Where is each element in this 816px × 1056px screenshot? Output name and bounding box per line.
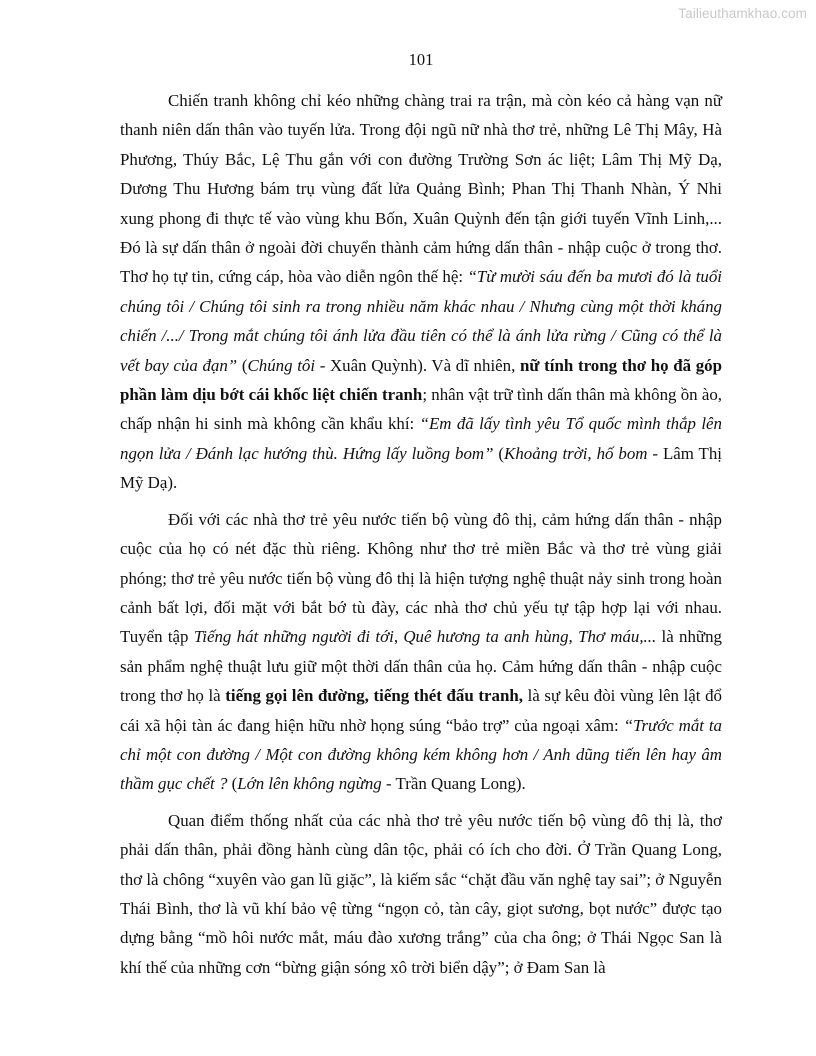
text-run: là những sản phẩm nghệ thuật lưu giữ một thời dấn thân của họ. Cảm hứng dấn thân - nhập cuộc trong thơ họ là (120, 627, 722, 706)
emphasis-text: tiếng gọi lên đường, tiếng thét đấu tranh, (225, 686, 523, 706)
emphasis-text: nữ tính trong thơ họ đã góp phần làm dịu bớt cái khốc liệt chiến tranh (120, 355, 723, 405)
poem-quote: “Trước mắt ta chỉ một con đường / Một con đường không kém không hơn / Anh dũng tiến lên hay âm thầm gục chết ? (120, 715, 722, 794)
paragraph-1 (120, 86, 722, 498)
page-number: 101 (408, 50, 434, 69)
text-run: ( (493, 443, 505, 463)
text-run: là sự kêu đòi vùng lên lật đổ cái xã hội tàn ác đang hiện hữu nhờ họng súng “bảo trợ” của ngoại xâm: (120, 686, 723, 735)
text-run: - Trần Quang Long). (381, 774, 526, 794)
work-title: Lớn lên không ngừng (237, 774, 382, 794)
work-title: Khoảng trời, hố bom (504, 443, 648, 463)
paragraph-3 (120, 806, 722, 982)
body-text (120, 86, 722, 989)
text-run: - Lâm Thị Mỹ Dạ). (120, 443, 722, 493)
work-title: Quê hương ta anh hùng, Thơ máu,... (403, 627, 657, 647)
text-run: , (393, 627, 404, 647)
text-run: ( (227, 774, 238, 794)
text-run: Quan điểm thống nhất của các nhà thơ trẻ yêu nước tiến bộ vùng đô thị là, thơ phải dấn thân, phải đồng hành cùng dân tộc, phải có ích cho đời. Ở Trần Quang Long, thơ là chông “xuyên vào gan lũ giặc”, là kiếm sắc “chặt đầu văn nghệ tay sai”; ở Nguyễn Thái Bình, thơ là vũ khí bảo vệ từng “ngọn cỏ, tàn cây, giọt sương, bọt nước” được tạo dựng bằng “mồ hôi nước mắt, máu đào xương trắng” của cha ông; ở Thái Ngọc San là khí thế của những cơn “bừng giận sóng xô trời biển dậy”; ở Đam San là (120, 810, 722, 977)
text-run: ; nhân vật trữ tình dấn thân mà không ồn ào, chấp nhận hi sinh mà không cần khẩu khí: (120, 385, 722, 434)
text-run: ( (237, 355, 248, 375)
text-run: - Xuân Quỳnh). Và dĩ nhiên, (315, 355, 520, 375)
paragraph-2 (120, 505, 722, 799)
work-title: Tiếng hát những người đi tới (193, 627, 394, 647)
watermark: Tailieuthamkhao.com (678, 6, 807, 21)
text-run: Chiến tranh không chỉ kéo những chàng trai ra trận, mà còn kéo cả hàng vạn nữ thanh niên dấn thân vào tuyến lửa. Trong đội ngũ nữ nhà thơ trẻ, những Lê Thị Mây, Hà Phương, Thúy Bắc, Lệ Thu gắn với con đường Trường Sơn ác liệt; Lâm Thị Mỹ Dạ, Dương Thu Hương bám trụ vùng đất lửa Quảng Bình; Phan Thị Thanh Nhàn, Ý Nhi xung phong đi thực tế vào vùng khu Bốn, Xuân Quỳnh đến tận giới tuyến Vĩnh Linh,... Đó là sự dấn thân ở ngoài đời chuyển thành cảm hứng dấn thân - nhập cuộc ở trong thơ. Thơ họ tự tin, cứng cáp, hòa vào diễn ngôn thế hệ: (120, 91, 722, 287)
work-title: Chúng tôi (247, 355, 316, 375)
poem-quote: “Từ mười sáu đến ba mươi đó là tuổi chúng tôi / Chúng tôi sinh ra trong nhiều năm khác nhau / Nhưng cùng một thời kháng chiến /.../ Trong mắt chúng tôi ánh lửa đầu tiên có thể là ánh lửa rừng / Cũng có thể là vết bay của đạn” (120, 267, 722, 375)
text-run: Đối với các nhà thơ trẻ yêu nước tiến bộ vùng đô thị, cảm hứng dấn thân - nhập cuộc của họ có nét đặc thù riêng. Không như thơ trẻ miền Bắc và thơ trẻ vùng giải phóng; thơ trẻ yêu nước tiến bộ vùng đô thị là hiện tượng nghệ thuật nảy sinh trong hoàn cảnh bất lợi, đối mặt với bắt bớ tù đày, các nhà thơ chủ yếu tự tập hợp lại với nhau. Tuyển tập (120, 509, 722, 647)
poem-quote: “Em đã lấy tình yêu Tổ quốc mình thắp lên ngọn lửa / Đánh lạc hướng thù. Hứng lấy luồng bom” (120, 414, 722, 463)
